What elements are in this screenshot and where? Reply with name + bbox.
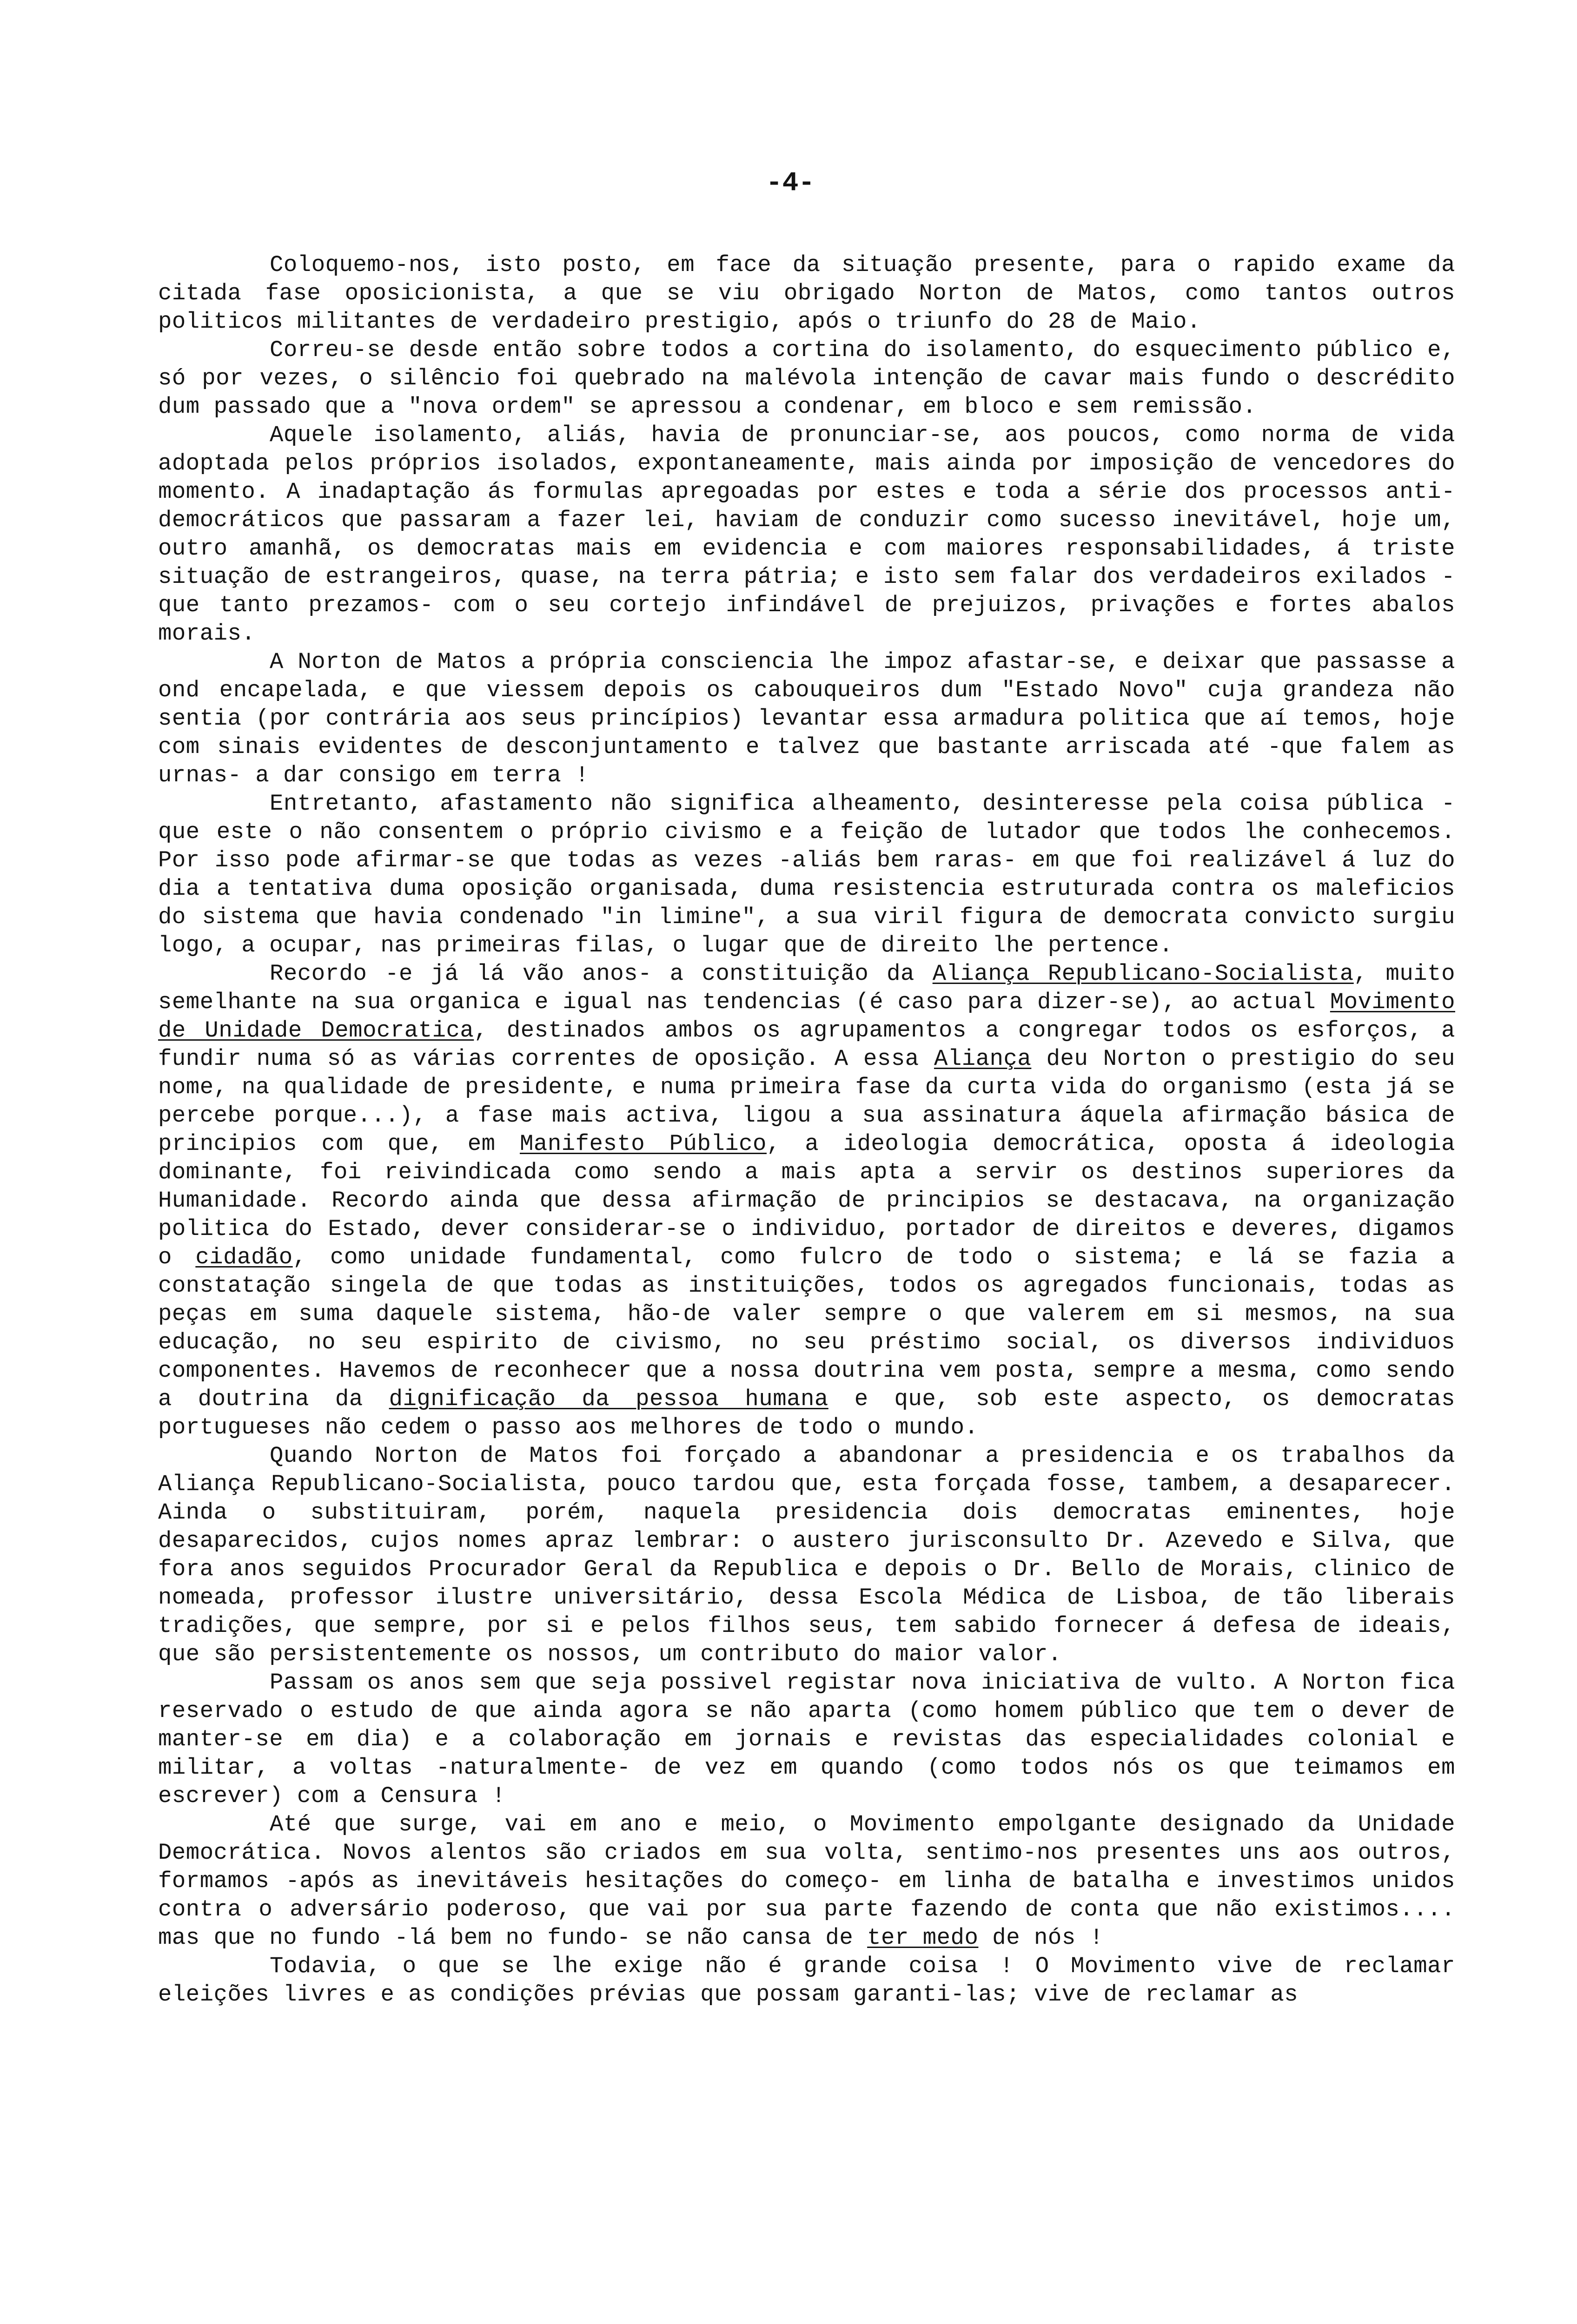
text-segment: Aquele isolamento, aliás, havia de pronunciar-se, aos poucos, como norma de vida adoptada pelos próprios isolados, expontaneamente, mais ainda por imposição de vencedores do momento. A inadaptação ás formulas apregoadas por estes e toda a série dos processos anti-democráticos que passaram a fazer lei, haviam de conduzir como sucesso inevitável, hoje um, outro amanhã, os democratas mais em evidencia e com maiores responsabilidades, á triste situação de estrangeiros, quase, na terra pátria; e isto sem falar dos verdadeiros exilados -que tanto prezamos- com o seu cortejo infindável de prejuizos, privações e fortes abalos morais.: [158, 422, 1455, 647]
paragraph: [158, 790, 1455, 960]
underlined-phrase: Movimento de Unidade Democratica: [158, 989, 1455, 1043]
text-segment: Coloquemo-nos, isto posto, em face da situação presente, para o rapido exame da citada fase oposicionista, a que se viu obrigado Norton de Matos, como tantos outros politicos militantes de verdadeiro prestigio, após o triunfo do 28 de Maio.: [158, 252, 1455, 335]
text-segment: A Norton de Matos a própria consciencia lhe impoz afastar-se, e deixar que passasse a ond encapelada, e que viessem depois os cabouqueiros dum "Estado Novo" cuja grandeza não sentia (por contrária aos seus princípios) levantar essa armadura politica que aí temos, hoje com sinais evidentes de desconjuntamento e talvez que bastante arriscada até -que falem as urnas- a dar consigo em terra !: [158, 649, 1455, 788]
paragraph: [158, 960, 1455, 1442]
text-segment: Até que surge, vai em ano e meio, o Movimento empolgante designado da Unidade Democrática. Novos alentos são criados em sua volta, sentimo-nos presentes uns aos outros, formamos -após as inevitáveis hesitações do começo- em linha de batalha e investimos unidos contra o adversário poderoso, que vai por sua parte fazendo de conta que não existimos.... mas que no fundo -lá bem no fundo- se não cansa de: [158, 1811, 1455, 1951]
text-segment: Passam os anos sem que seja possivel registar nova iniciativa de vulto. A Norton fica reservado o estudo de que ainda agora se não aparta (como homem público que tem o dever de manter-se em dia) e a colaboração em jornais e revistas das especialidades colonial e militar, a voltas -naturalmente- de vez em quando (como todos nós os que teimamos em escrever) com a Censura !: [158, 1670, 1455, 1809]
underlined-phrase: Aliança: [934, 1046, 1032, 1072]
underlined-phrase: Aliança Republicano-Socialista: [932, 961, 1354, 987]
text-segment: , destinados ambos os agrupamentos a congregar todos os esforços, a fundir numa só as várias correntes de oposição. A essa: [158, 1017, 1456, 1072]
text-segment: Quando Norton de Matos foi forçado a abandonar a presidencia e os trabalhos da Aliança Republicano-Socialista, pouco tardou que, esta forçada fosse, tambem, a desaparecer. Ainda o substituiram, porém, naquela presidencia dois democratas eminentes, hoje desaparecidos, cujos nomes apraz lembrar: o austero jurisconsulto Dr. Azevedo e Silva, que fora anos seguidos Procurador Geral da Republica e depois o Dr. Bello de Morais, clinico de nomeada, professor ilustre universitário, dessa Escola Médica de Lisboa, de tão liberais tradições, que sempre, por si e pelos filhos seus, tem sabido fornecer á defesa de ideais, que são persistentemente os nossos, um contributo do maior valor.: [158, 1443, 1455, 1667]
text-segment: deu Norton o prestigio do seu nome, na qualidade de presidente, e numa primeira fase da curta vida do organismo (esta já se percebe porque...), a fase mais activa, ligou a sua assinatura áquela afirmação básica de principios com que, em: [158, 1046, 1455, 1157]
text-segment: , muito semelhante na sua organica e igual nas tendencias (é caso para dizer-se), ao actual: [158, 961, 1455, 1015]
text-segment: , a ideologia democrática, oposta á ideologia dominante, foi reivindicada como sendo a mais apta a servir os destinos superiores da Humanidade. Recordo ainda que dessa afirmação de principios se destacava, na organização politica do Estado, dever considerar-se o individuo, portador de direitos e deveres, digamos o: [158, 1131, 1455, 1270]
paragraph: [158, 251, 1455, 336]
text-segment: , como unidade fundamental, como fulcro de todo o sistema; e lá se fazia a constatação singela de que todas as instituições, todos os agregados funcionais, todas as peças em suma daquele sistema, hão-de valer sempre o que valerem em si mesmos, na sua educação, no seu espirito de civismo, no seu préstimo social, os diversos individuos componentes. Havemos de reconhecer que a nossa doutrina vem posta, sempre a mesma, como sendo a doutrina da: [158, 1244, 1455, 1412]
underlined-phrase: dignificação da pessoa humana: [389, 1386, 828, 1412]
underlined-phrase: ter medo: [867, 1925, 979, 1951]
paragraph: [158, 1952, 1455, 2009]
paragraph: [158, 1442, 1455, 1669]
paragraph: [158, 421, 1455, 648]
underlined-phrase: cidadão: [195, 1244, 293, 1270]
paragraph: [158, 1669, 1455, 1810]
text-segment: Recordo -e já lá vão anos- a constituição da: [270, 961, 933, 987]
document-body: [158, 251, 1455, 2009]
text-segment: Todavia, o que se lhe exige não é grande coisa ! O Movimento vive de reclamar eleições livres e as condições prévias que possam garanti-las; vive de reclamar as: [158, 1953, 1455, 2007]
text-segment: de nós !: [978, 1925, 1104, 1951]
paragraph: [158, 1810, 1455, 1952]
text-segment: Correu-se desde então sobre todos a cortina do isolamento, do esquecimento público e, só por vezes, o silêncio foi quebrado na malévola intenção de cavar mais fundo o descrédito dum passado que a "nova ordem" se apressou a condenar, em bloco e sem remissão.: [158, 337, 1455, 420]
paragraph: [158, 336, 1455, 421]
page-number: -4-: [766, 168, 815, 198]
underlined-phrase: Manifesto Público: [520, 1131, 767, 1157]
text-segment: Entretanto, afastamento não significa alheamento, desinteresse pela coisa pública -que este o não consentem o próprio civismo e a feição de lutador que todos lhe conhecemos. Por isso pode afirmar-se que todas as vezes -aliás bem raras- em que foi realizável á luz do dia a tentativa duma oposição organisada, duma resistencia estruturada contra os maleficios do sistema que havia condenado "in limine", a sua viril figura de democrata convicto surgiu logo, a ocupar, nas primeiras filas, o lugar que de direito lhe pertence.: [158, 791, 1455, 958]
paragraph: [158, 648, 1455, 790]
text-segment: e que, sob este aspecto, os democratas portugueses não cedem o passo aos melhores de todo o mundo.: [158, 1386, 1455, 1440]
